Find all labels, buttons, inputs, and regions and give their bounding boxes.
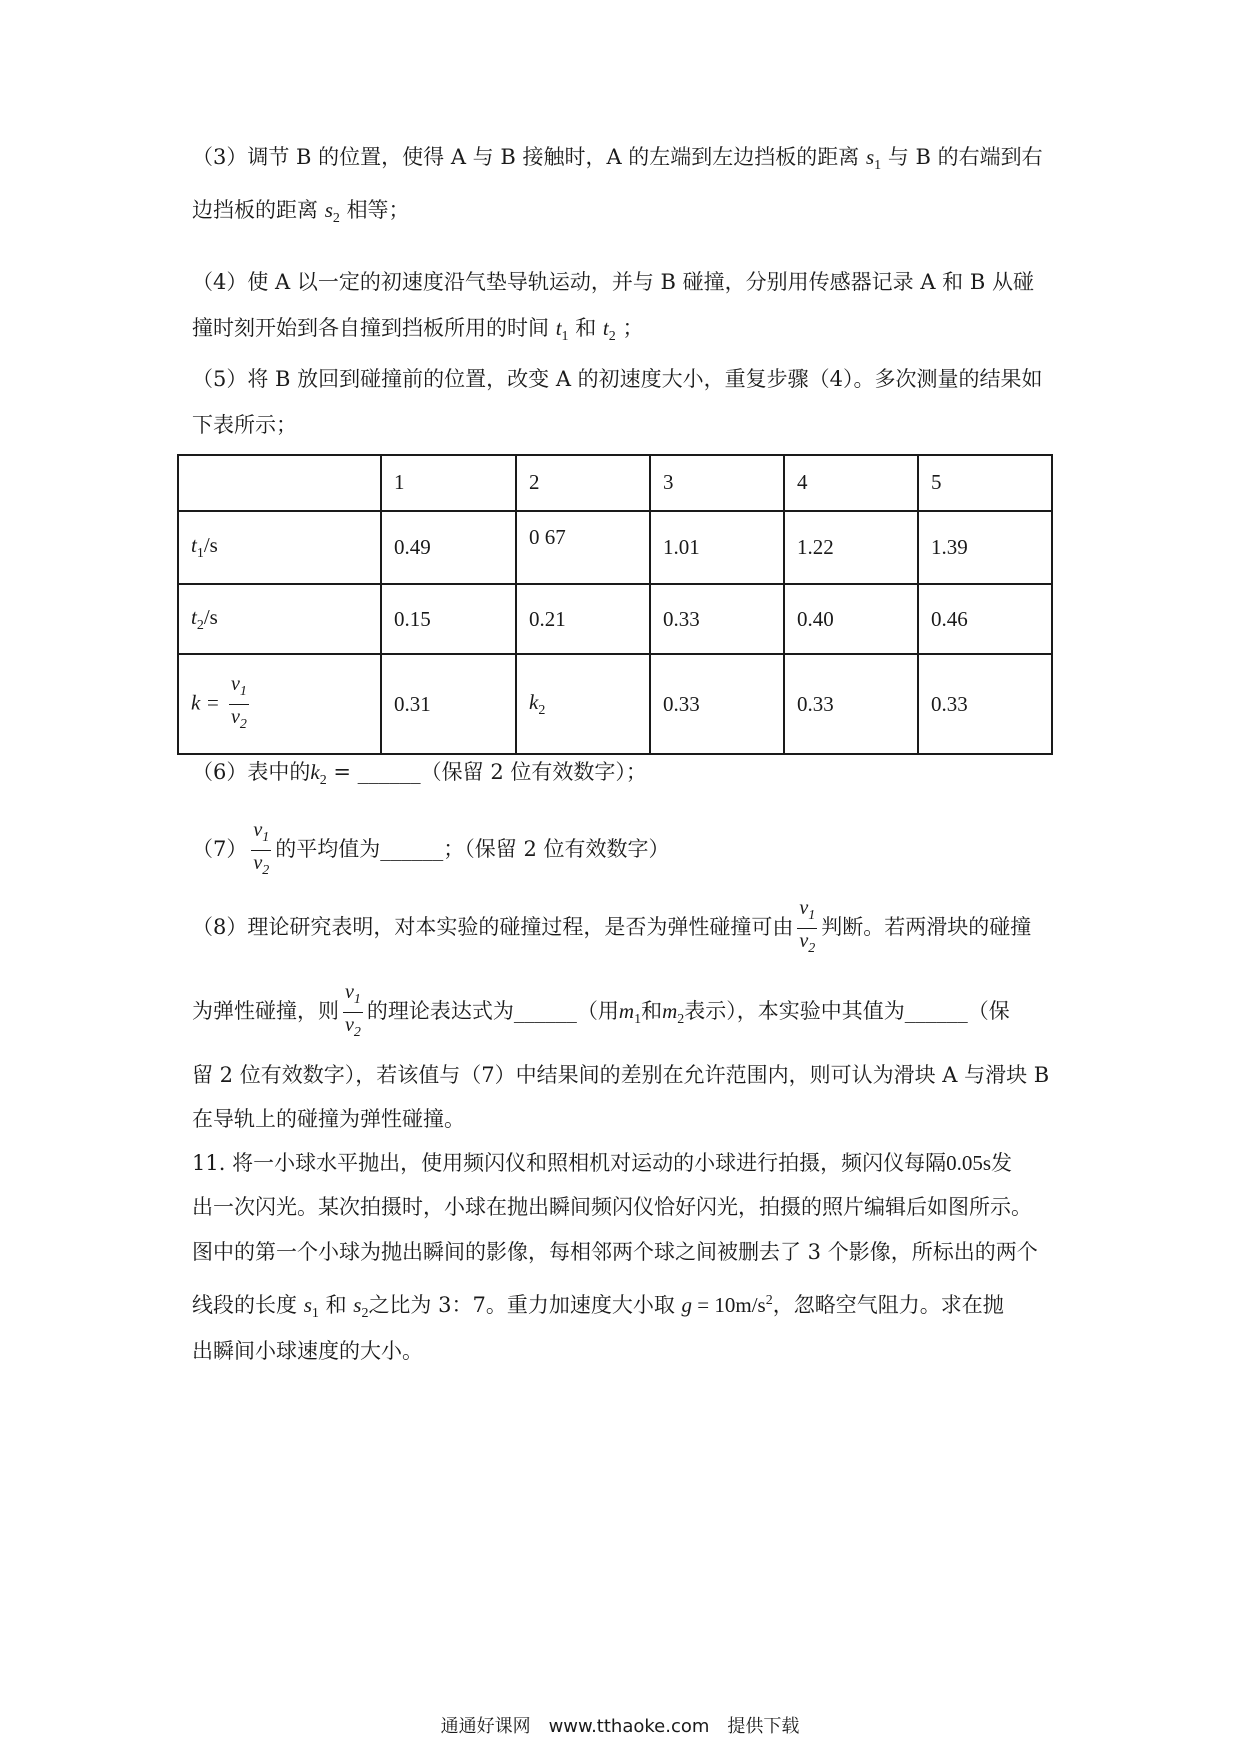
text: 相等； bbox=[346, 198, 410, 222]
q11-line2: 出一次闪光。某次拍摄时，小球在抛出瞬间频闪仪恰好闪光，拍摄的照片编辑后如图所示。 bbox=[192, 1195, 1032, 1219]
cell-value: 0 67 bbox=[529, 525, 566, 549]
table-cell: 3 bbox=[650, 455, 784, 511]
step8-line1 bbox=[192, 896, 1031, 961]
subscript: 2 bbox=[608, 329, 616, 344]
text: 和 bbox=[575, 316, 597, 340]
subscript: 1 bbox=[311, 1306, 319, 1321]
table-cell: 1.01 bbox=[650, 511, 784, 584]
table-cell: 1.39 bbox=[918, 511, 1052, 584]
step8-line4: 在导轨上的碰撞为弹性碰撞。 bbox=[192, 1107, 465, 1131]
symbol-g: g bbox=[681, 1293, 693, 1317]
answer-blank[interactable]: ______ bbox=[904, 999, 968, 1023]
superscript: 2 bbox=[765, 1293, 773, 1308]
unit: /s bbox=[203, 533, 218, 557]
symbol-s: s bbox=[353, 1293, 362, 1317]
symbol-t: t bbox=[191, 533, 197, 557]
subscript: 2 bbox=[332, 211, 340, 226]
symbol-k: k = bbox=[191, 689, 220, 714]
subscript: 2 bbox=[319, 773, 327, 788]
table-cell: 0.46 bbox=[918, 584, 1052, 654]
table-row-k bbox=[178, 654, 1052, 754]
text: （8）理论研究表明，对本实验的碰撞过程，是否为弹性碰撞可由 bbox=[192, 915, 794, 939]
q11-line4 bbox=[192, 1287, 1004, 1328]
text: 和 bbox=[325, 1293, 347, 1317]
symbol-s: s bbox=[865, 145, 875, 169]
subscript: 2 bbox=[196, 617, 204, 633]
text: ；（保留 2 位有效数字） bbox=[443, 837, 670, 861]
symbol-t: t bbox=[602, 316, 609, 340]
fraction-v1-v2 bbox=[229, 672, 249, 737]
text: （6）表中的 bbox=[192, 760, 311, 784]
step7-line bbox=[192, 818, 669, 883]
subscript: 1 bbox=[561, 329, 569, 344]
measurement-table bbox=[177, 454, 1053, 755]
symbol-s: s bbox=[303, 1293, 312, 1317]
step3-line1 bbox=[192, 143, 1043, 180]
text: 与 B 的右端到右 bbox=[887, 145, 1043, 169]
row-label-t1 bbox=[178, 511, 381, 584]
q11-line5: 出瞬间小球速度的大小。 bbox=[192, 1339, 423, 1363]
symbol-k: k bbox=[529, 689, 539, 714]
row-label-k bbox=[178, 654, 381, 754]
subscript: 2 bbox=[262, 863, 270, 878]
table-cell: 0.33 bbox=[650, 584, 784, 654]
step5-line2: 下表所示； bbox=[192, 413, 297, 437]
table-cell: 1 bbox=[381, 455, 516, 511]
q11-line3: 图中的第一个小球为抛出瞬间的影像，每相邻两个球之间被删去了 3 个影像，所标出的两个 bbox=[192, 1240, 1038, 1264]
numerator bbox=[343, 980, 363, 1013]
symbol-v: v bbox=[345, 981, 354, 1003]
table-cell bbox=[178, 455, 381, 511]
text: 判断。若两滑块的碰撞 bbox=[821, 915, 1032, 939]
table-cell: 0.40 bbox=[784, 584, 918, 654]
answer-blank[interactable]: ______ bbox=[380, 837, 444, 861]
symbol-t: t bbox=[191, 604, 197, 629]
text: （3）调节 B 的位置，使得 A 与 B 接触时，A 的左端到左边挡板的距离 bbox=[192, 145, 860, 169]
text: （保留 2 位有效数字）； bbox=[420, 760, 647, 784]
text: 和 bbox=[641, 999, 663, 1023]
text: 线段的长度 bbox=[192, 1293, 297, 1317]
denominator bbox=[343, 1013, 363, 1045]
text: ，忽略空气阻力。求在抛 bbox=[772, 1293, 1004, 1317]
text: 的平均值为 bbox=[275, 837, 381, 861]
table-cell: 0.31 bbox=[381, 654, 516, 754]
text: 11. 将一小球水平抛出，使用频闪仪和照相机对运动的小球进行拍摄，频闪仪每隔 bbox=[192, 1151, 947, 1175]
table-cell bbox=[516, 654, 650, 754]
step6-line bbox=[192, 758, 647, 795]
table-cell: 4 bbox=[784, 455, 918, 511]
symbol-v: v bbox=[799, 897, 809, 919]
row-label-t2 bbox=[178, 584, 381, 654]
table-cell: 0.21 bbox=[516, 584, 650, 654]
denominator bbox=[251, 851, 271, 883]
text: 的理论表达式为 bbox=[366, 999, 514, 1023]
symbol-m: m bbox=[618, 999, 635, 1023]
subscript: 1 bbox=[239, 683, 247, 699]
subscript: 2 bbox=[353, 1025, 361, 1040]
fraction-v1-v2 bbox=[343, 980, 363, 1045]
symbol-m: m bbox=[662, 999, 678, 1023]
text: （保 bbox=[967, 999, 1010, 1023]
symbol-t: t bbox=[555, 316, 562, 340]
table-cell: 0.33 bbox=[650, 654, 784, 754]
unit: /s bbox=[203, 604, 218, 629]
symbol-v: v bbox=[799, 930, 809, 952]
text: 撞时刻开始到各自撞到挡板所用的时间 bbox=[192, 316, 549, 340]
answer-blank[interactable]: ______ bbox=[357, 760, 421, 784]
table-cell: 2 bbox=[516, 455, 650, 511]
answer-blank[interactable]: ______ bbox=[513, 999, 577, 1023]
step4-line2 bbox=[192, 314, 643, 351]
denominator bbox=[229, 705, 249, 737]
text: 发 bbox=[991, 1151, 1013, 1175]
subscript: 1 bbox=[196, 546, 204, 561]
table-cell: 0.33 bbox=[784, 654, 918, 754]
symbol-s: s bbox=[324, 198, 333, 222]
symbol-v: v bbox=[345, 1014, 354, 1036]
subscript: 1 bbox=[262, 830, 270, 845]
step5-line1: （5）将 B 放回到碰撞前的位置，改变 A 的初速度大小，重复步骤（4）。多次测量的结果如 bbox=[192, 367, 1043, 391]
subscript: 2 bbox=[808, 941, 816, 956]
equals: = bbox=[326, 760, 358, 784]
symbol-v: v bbox=[253, 819, 263, 841]
step8-line2 bbox=[192, 980, 1010, 1050]
symbol-v: v bbox=[231, 705, 240, 728]
step3-line2 bbox=[192, 196, 410, 233]
text: （7） bbox=[192, 837, 248, 861]
text: ； bbox=[622, 316, 644, 340]
denominator bbox=[797, 929, 817, 961]
value-interval: 0.05s bbox=[946, 1151, 992, 1175]
page-footer: 通通好课网 www.tthaoke.com 提供下载 bbox=[440, 1716, 800, 1737]
text: 为弹性碰撞，则 bbox=[192, 999, 339, 1023]
text: 边挡板的距离 bbox=[192, 198, 318, 222]
text: 表示），本实验中其值为 bbox=[684, 999, 905, 1023]
gravity-value: = 10m/s bbox=[692, 1293, 766, 1317]
subscript: 2 bbox=[361, 1306, 369, 1321]
table-cell: 0.33 bbox=[918, 654, 1052, 754]
subscript: 1 bbox=[808, 908, 816, 923]
step8-line3: 留 2 位有效数字），若该值与（7）中结果间的差别在允许范围内，则可认为滑块 A 与滑块 B bbox=[192, 1063, 1050, 1087]
table-cell: 0.49 bbox=[381, 511, 516, 584]
table-row-t1 bbox=[178, 511, 1052, 584]
symbol-k: k bbox=[310, 760, 320, 784]
table-cell: 1.22 bbox=[784, 511, 918, 584]
text: （用 bbox=[576, 999, 619, 1023]
numerator bbox=[229, 672, 249, 705]
table-cell: 0.15 bbox=[381, 584, 516, 654]
subscript: 1 bbox=[874, 158, 882, 173]
subscript: 2 bbox=[538, 702, 546, 718]
subscript: 1 bbox=[353, 992, 361, 1007]
subscript: 2 bbox=[677, 1012, 685, 1027]
table-header-row bbox=[178, 455, 1052, 511]
subscript: 1 bbox=[634, 1012, 642, 1027]
step4-line1: （4）使 A 以一定的初速度沿气垫导轨运动，并与 B 碰撞，分别用传感器记录 A 和 B 从碰 bbox=[192, 270, 1034, 294]
text: 之比为 3：7。重力加速度大小取 bbox=[368, 1293, 675, 1317]
symbol-v: v bbox=[253, 852, 263, 874]
q11-line1 bbox=[192, 1149, 1012, 1177]
numerator bbox=[251, 818, 271, 851]
fraction-v1-v2 bbox=[251, 818, 271, 883]
subscript: 2 bbox=[239, 716, 247, 732]
table-row-t2 bbox=[178, 584, 1052, 654]
table-cell bbox=[516, 511, 650, 584]
symbol-v: v bbox=[231, 672, 240, 695]
table-cell: 5 bbox=[918, 455, 1052, 511]
fraction-v1-v2 bbox=[797, 896, 817, 961]
numerator bbox=[797, 896, 817, 929]
